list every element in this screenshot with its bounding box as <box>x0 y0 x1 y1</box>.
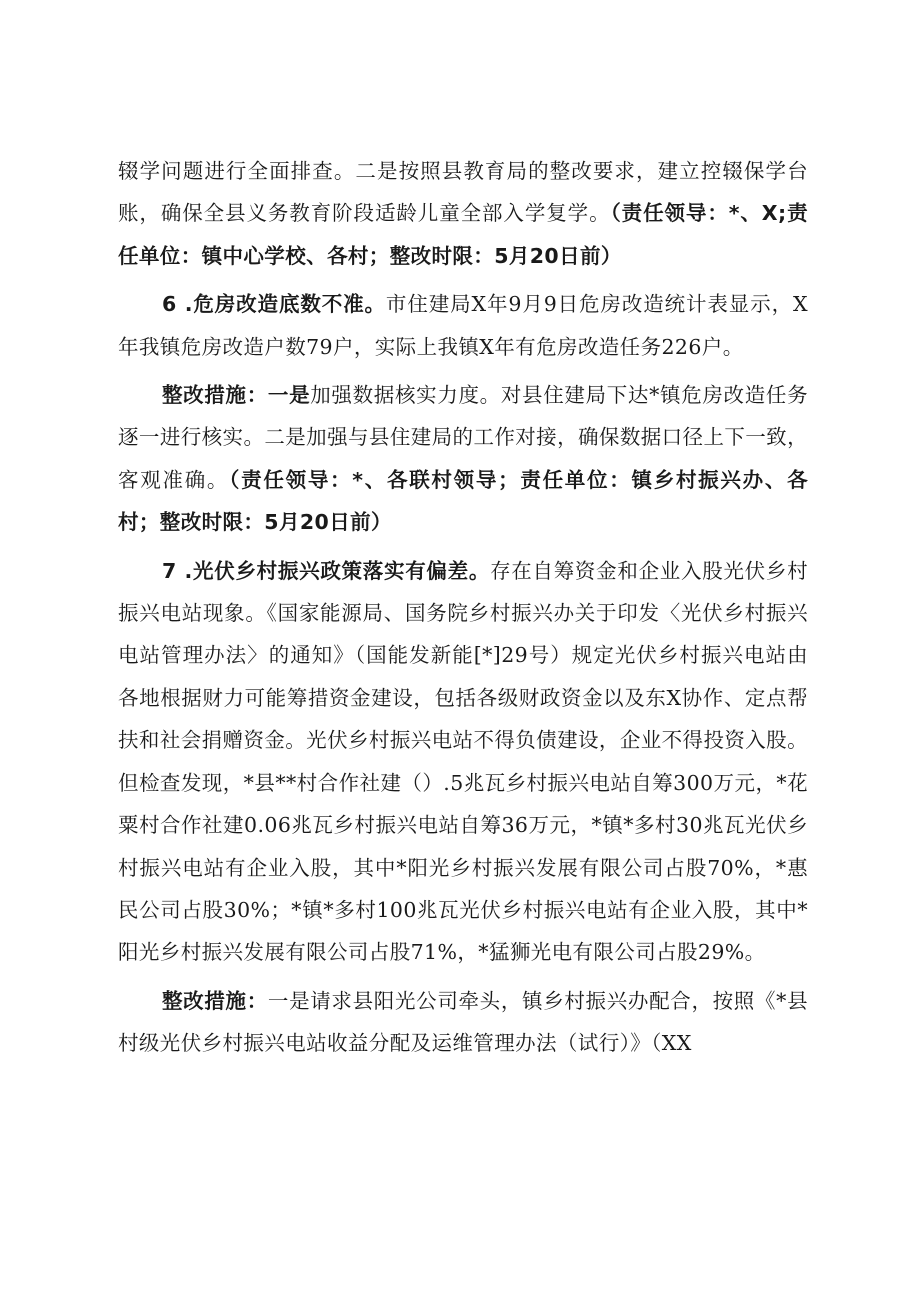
responsibility-note: （责任领导：*、X;责任单位：镇中心学校、各村；整改时限：5月20日前） <box>118 201 809 268</box>
paragraph-item-6 <box>118 283 808 368</box>
paragraph-dropout-continuation <box>118 150 808 277</box>
item-heading: 7 .光伏乡村振兴政策落实有偏差。 <box>162 558 491 583</box>
measures-label: 整改措施：一是 <box>162 383 311 408</box>
paragraph-text: 存在自筹资金和企业入股光伏乡村振兴电站现象。《国家能源局、国务院乡村振兴办关于印发〈光伏乡村振兴电站管理办法〉的通知》（国能发新能[*]29号）规定光伏乡村振兴电站由各地根据财力可能筹措资金建设，包括各级财政资金以及东X协作、定点帮扶和社会捐赠资金。光伏乡村振兴电站不得负债建设，企业不得投资入股。但检查发现，*县**村合作社建（）.5兆瓦乡村振兴电站自筹300万元，*花粟村合作社建0.06兆瓦乡村振兴电站自筹36万元，*镇*多村30兆瓦光伏乡村振兴电站有企业入股，其中*阳光乡村振兴发展有限公司占股70%，*惠民公司占股30%；*镇*多村100兆瓦光伏乡村振兴电站有企业入股，其中*阳光乡村振兴发展有限公司占股71%，*猛狮光电有限公司占股29%。 <box>118 558 808 965</box>
document-page <box>118 150 808 1065</box>
measures-label: 整改措施： <box>162 988 268 1013</box>
paragraph-text: 市住建局X年9月9日危房改造统计表显示，X年我镇危房改造户数79户，实际上我镇X年有危房改造任务226户。 <box>118 292 808 359</box>
paragraph-item-7 <box>118 550 808 974</box>
responsibility-note: （责任领导：*、各联村领导；责任单位：镇乡村振兴办、各村；整改时限：5月20日前） <box>118 467 808 535</box>
item-heading: 6 .危房改造底数不准。 <box>162 292 386 317</box>
paragraph-text: 一是请求县阳光公司牵头，镇乡村振兴办配合，按照《*县村级光伏乡村振兴电站收益分配及运维管理办法（试行）》（XX <box>118 988 808 1056</box>
paragraph-text: 辍学问题进行全面排查。二是按照县教育局的整改要求，建立控辍保学台账，确保全县义务教育阶段适龄儿童全部入学复学。 <box>118 159 808 226</box>
paragraph-text: 加强数据核实力度。对县住建局下达*镇危房改造任务逐一进行核实。二是加强与县住建局的工作对接，确保数据口径上下一致，客观准确。 <box>118 383 808 492</box>
paragraph-measures-6 <box>118 374 808 544</box>
paragraph-measures-7 <box>118 980 808 1065</box>
